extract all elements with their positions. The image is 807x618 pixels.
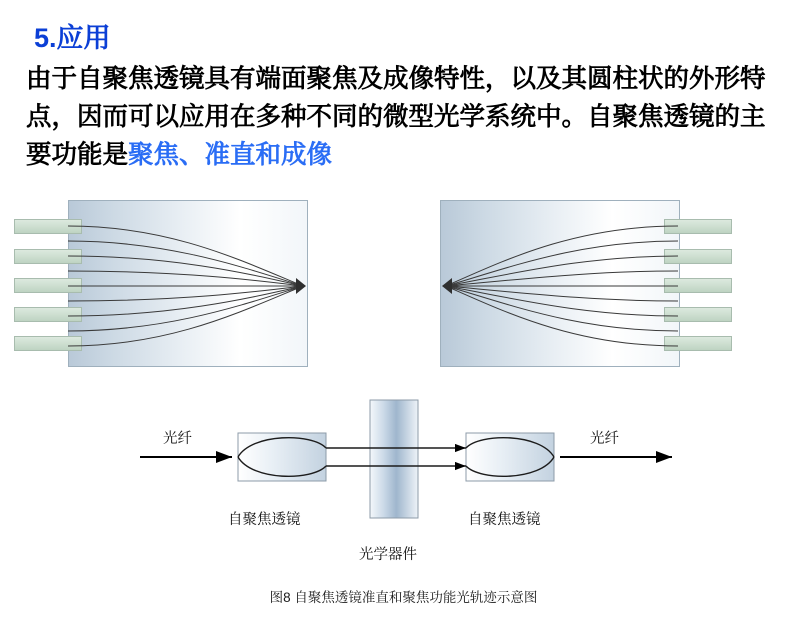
label-optical-device: 光学器件 <box>359 547 417 563</box>
body-text-highlight: 聚焦、准直和成像 <box>128 141 333 169</box>
body-paragraph <box>26 60 786 174</box>
label-fiber-left: 光纤 <box>163 431 192 447</box>
label-lens-right: 自聚焦透镜 <box>468 512 541 528</box>
page-title: 5.应用 <box>34 23 111 53</box>
label-fiber-right: 光纤 <box>590 431 619 447</box>
figure-container <box>0 190 807 618</box>
label-lens-left: 自聚焦透镜 <box>228 512 301 528</box>
figure-caption: 图8 自聚焦透镜准直和聚焦功能光轨迹示意图 <box>269 590 538 605</box>
body-text-main: 由于自聚焦透镜具有端面聚焦及成像特性，以及其圆柱状的外形特点，因而可以应用在多种不同的微型光学系统中。自聚焦透镜的主要功能是 <box>26 65 766 169</box>
